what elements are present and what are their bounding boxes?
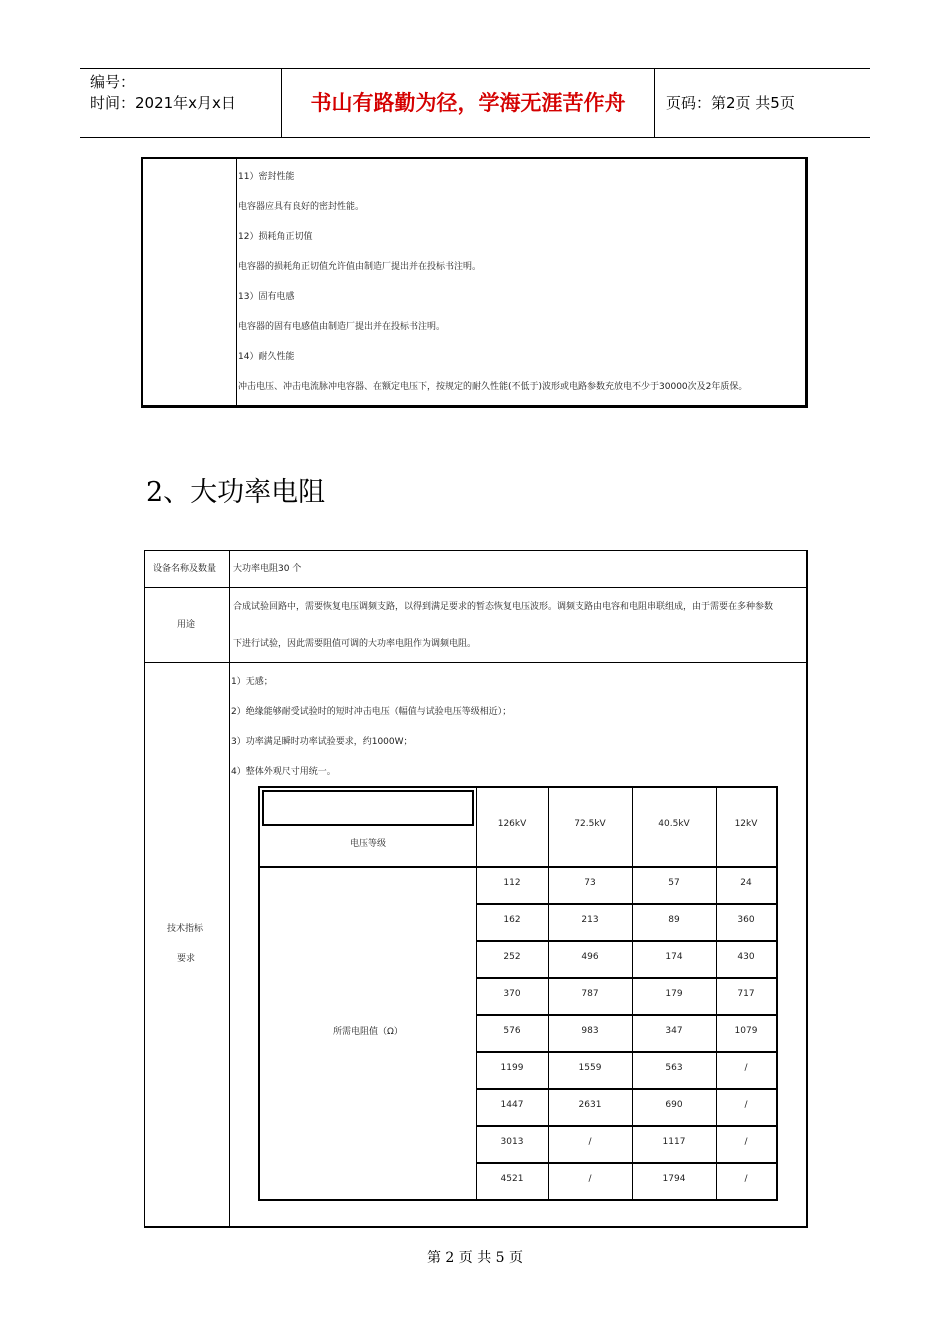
table-cell: 174: [665, 952, 683, 962]
row-divider: [476, 977, 776, 979]
spec-line: 电容器应具有良好的密封性能。: [238, 202, 365, 212]
row-divider: [476, 1125, 776, 1127]
column-divider: [229, 551, 230, 1226]
table-cell: 162: [503, 915, 521, 925]
table-cell: 496: [581, 952, 599, 962]
table-cell: 4521: [500, 1174, 524, 1184]
table-cell: 89: [668, 915, 680, 925]
table-cell: 179: [665, 989, 683, 999]
table-cell: 1559: [578, 1063, 602, 1073]
purpose-label: 用途: [177, 620, 196, 630]
table-cell: /: [744, 1100, 748, 1110]
table-cell: 983: [581, 1026, 599, 1036]
row-divider: [145, 587, 806, 588]
table-cell: 3013: [500, 1137, 524, 1147]
column-header: 126kV: [497, 819, 527, 829]
section-heading: 2、大功率电阻: [146, 477, 326, 508]
header-meta: [80, 69, 282, 137]
table-cell: /: [588, 1174, 592, 1184]
purpose-line: 下进行试验，因此需要阻值可调的大功率电阻作为调频电阻。: [233, 639, 477, 649]
column-header: 12kV: [734, 819, 758, 829]
row-divider: [476, 1051, 776, 1053]
number-label: 编号：: [90, 73, 136, 91]
spec-table-continued: [141, 157, 808, 408]
header-page-label: 页码：第2页 共5页: [666, 94, 795, 112]
spec-line: 冲击电压、冲击电流脉冲电容器、在额定电压下，按规定的耐久性能(不低于)波形或电路参数充放电不少于30000次及2年质保。: [238, 382, 748, 392]
requirement-item: 1）无感；: [231, 677, 273, 687]
column-header: 72.5kV: [574, 819, 606, 829]
table-cell: 360: [737, 915, 755, 925]
table-cell: 1447: [500, 1100, 524, 1110]
table-cell: 252: [503, 952, 521, 962]
table-cell: 717: [737, 989, 755, 999]
table-cell: 1199: [500, 1063, 524, 1073]
spec-line: 11）密封性能: [238, 172, 295, 182]
table-cell: 563: [665, 1063, 683, 1073]
spec-line: 13）固有电感: [238, 292, 295, 302]
requirement-item: 3）功率满足瞬时功率试验要求，约1000W；: [231, 737, 413, 747]
row-divider: [145, 662, 806, 663]
resistance-table: [258, 786, 778, 1201]
table-cell: /: [744, 1174, 748, 1184]
purpose-line: 合成试验回路中，需要恢复电压调频支路，以得到满足要求的暂态恢复电压波形。调频支路由电容和电阻串联组成，由于需要在多种参数: [233, 602, 774, 612]
spec-line: 14）耐久性能: [238, 352, 295, 362]
table-cell: /: [588, 1137, 592, 1147]
spec-line: 12）损耗角正切值: [238, 232, 313, 242]
table-cell: 112: [503, 878, 521, 888]
spec-line: 电容器的固有电感值由制造厂提出并在投标书注明。: [238, 322, 446, 332]
row-divider: [476, 903, 776, 905]
row-divider: [476, 1088, 776, 1090]
table-cell: 57: [668, 878, 680, 888]
row-divider: [476, 940, 776, 942]
table-cell: 576: [503, 1026, 521, 1036]
resistance-row-label: 所需电阻值（Ω）: [333, 1027, 403, 1037]
table-cell: 73: [584, 878, 596, 888]
table-cell: /: [744, 1137, 748, 1147]
table-cell: 1794: [662, 1174, 686, 1184]
column-header: 40.5kV: [658, 819, 690, 829]
device-name-value: 大功率电阻30 个: [233, 564, 302, 574]
table-cell: /: [744, 1063, 748, 1073]
page-header: [80, 68, 870, 138]
tech-requirements-label: 要求: [177, 954, 196, 964]
row-divider: [476, 1014, 776, 1016]
table-cell: 430: [737, 952, 755, 962]
voltage-level-label: 电压等级: [349, 839, 386, 849]
tech-requirements-label: 技术指标: [167, 924, 204, 934]
device-name-label: 设备名称及数量: [153, 564, 217, 574]
row-divider: [476, 1162, 776, 1164]
page-footer: 第 2 页 共 5 页: [426, 1250, 524, 1266]
spec-line: 电容器的损耗角正切值允许值由制造厂提出并在投标书注明。: [238, 262, 482, 272]
table-cell: 347: [665, 1026, 683, 1036]
header-label-box: [262, 790, 474, 826]
row-divider: [260, 866, 476, 868]
time-label: 时间：2021年x月x日: [90, 94, 236, 112]
requirement-item: 4）整体外观尺寸用统一。: [231, 767, 336, 777]
row-divider: [476, 866, 776, 868]
table-cell: 24: [740, 878, 752, 888]
table-cell: 213: [581, 915, 599, 925]
header-motto: 书山有路勤为径，学海无涯苦作舟: [282, 69, 655, 137]
table-cell: 1117: [662, 1137, 686, 1147]
table-cell: 2631: [578, 1100, 602, 1110]
table-cell: 690: [665, 1100, 683, 1110]
table-cell: 1079: [734, 1026, 758, 1036]
table-cell: 787: [581, 989, 599, 999]
table-cell: 370: [503, 989, 521, 999]
table-left-column: [143, 159, 237, 405]
requirement-item: 2）绝缘能够耐受试验时的短时冲击电压（幅值与试验电压等级相近）；: [231, 707, 512, 717]
